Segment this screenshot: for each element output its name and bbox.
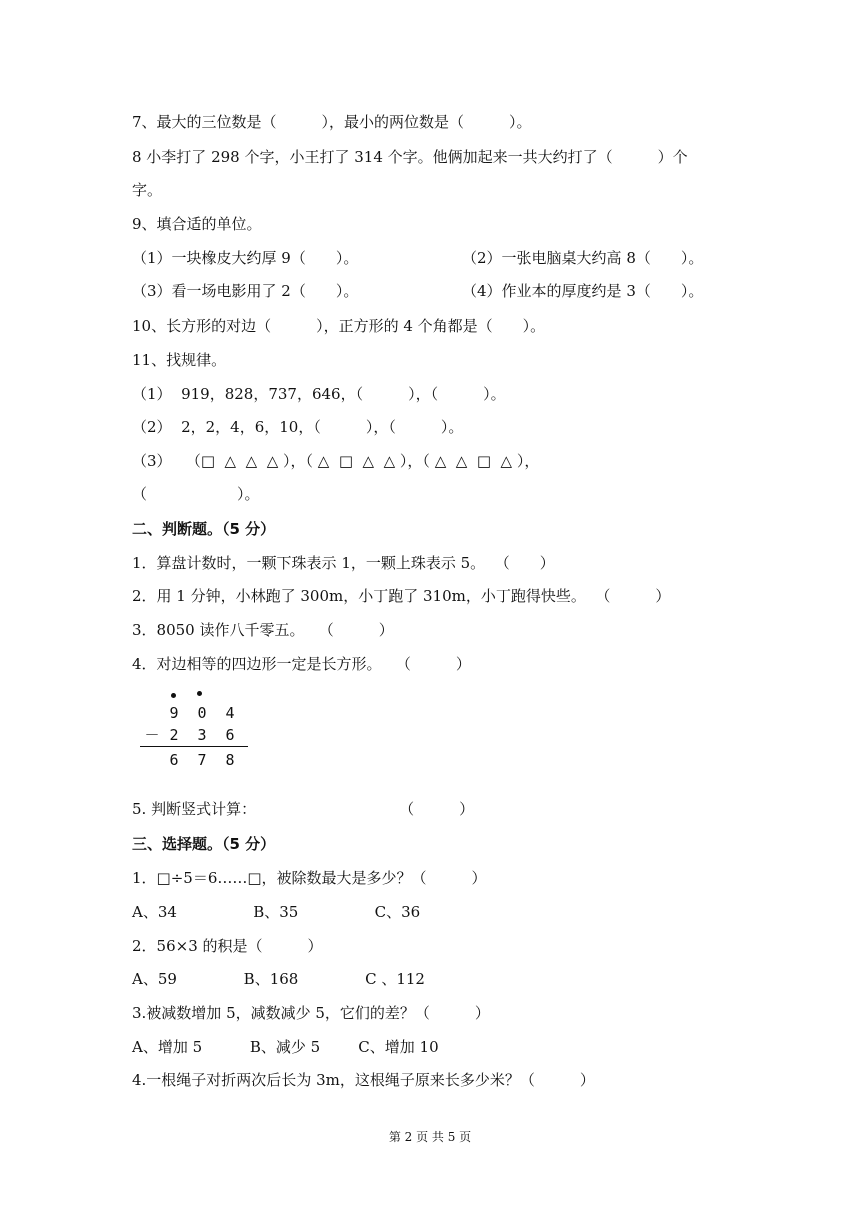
question-11-1: （1） 919，828，737，646，（ ），（ ）。 bbox=[132, 385, 506, 403]
question-9-2: （2）一张电脑桌大约高 8（ ）。 bbox=[462, 249, 704, 267]
minus-sign: － bbox=[144, 726, 160, 744]
choice-question-1-options: A、34 B、35 C、36 bbox=[132, 903, 421, 921]
judge-question-3: 3．8050 读作八千零五。 （ ） bbox=[132, 621, 394, 639]
page-number-footer: 第 2 页 共 5 页 bbox=[388, 1130, 472, 1144]
result-digit: 7 bbox=[197, 751, 207, 769]
question-11: 11、找规律。 bbox=[132, 351, 227, 369]
question-9-1: （1）一块橡皮大约厚 9（ ）。 bbox=[132, 249, 359, 267]
vertical-subtraction bbox=[140, 690, 250, 770]
subtrahend-digit: 6 bbox=[225, 726, 235, 744]
minuend-digit: 9 bbox=[169, 704, 179, 722]
minuend-digit: 4 bbox=[225, 704, 235, 722]
question-11-3-answer: （ ）。 bbox=[132, 485, 260, 503]
borrow-dot bbox=[171, 693, 176, 698]
judge-question-4: 4．对边相等的四边形一定是长方形。 （ ） bbox=[132, 655, 471, 673]
judge-question-5: 5. 判断竖式计算： （ ） bbox=[132, 800, 475, 818]
result-digit: 8 bbox=[225, 751, 235, 769]
result-line bbox=[140, 746, 248, 747]
borrow-dot bbox=[197, 691, 202, 696]
question-9-3: （3）看一场电影用了 2（ ）。 bbox=[132, 282, 359, 300]
choice-question-4: 4.一根绳子对折两次后长为 3m，这根绳子原来长多少米？（ ） bbox=[132, 1071, 595, 1089]
choice-question-2-options: A、59 B、168 C 、112 bbox=[132, 970, 425, 988]
result-digit: 6 bbox=[169, 751, 179, 769]
judge-question-1: 1．算盘计数时，一颗下珠表示 1，一颗上珠表示 5。 （ ） bbox=[132, 554, 555, 572]
question-11-2: （2） 2，2，4，6，10，（ ），（ ）。 bbox=[132, 418, 464, 436]
question-10: 10、长方形的对边（ ），正方形的 4 个角都是（ ）。 bbox=[132, 317, 546, 335]
choice-question-3-options: A、增加 5 B、减少 5 C、增加 10 bbox=[132, 1038, 439, 1056]
subtrahend-digit: 2 bbox=[169, 726, 179, 744]
choice-question-3: 3.被减数增加 5，减数减少 5，它们的差？（ ） bbox=[132, 1004, 490, 1022]
question-8: 8 小李打了 298 个字，小王打了 314 个字。他俩加起来一共大约打了（ ）个 bbox=[132, 148, 688, 166]
minuend-digit: 0 bbox=[197, 704, 207, 722]
question-7: 7、最大的三位数是（ ），最小的两位数是（ ）。 bbox=[132, 113, 532, 131]
subtrahend-digit: 3 bbox=[197, 726, 207, 744]
question-9: 9、填合适的单位。 bbox=[132, 215, 262, 233]
question-9-4: （4）作业本的厚度约是 3（ ）。 bbox=[462, 282, 704, 300]
choice-question-2: 2．56×3 的积是（ ） bbox=[132, 937, 323, 955]
section-judge-heading: 二、判断题。（5 分） bbox=[132, 520, 276, 538]
section-choice-heading: 三、选择题。（5 分） bbox=[132, 835, 276, 853]
question-8-continued: 字。 bbox=[132, 181, 163, 199]
judge-question-2: 2．用 1 分钟，小林跑了 300m，小丁跑了 310m，小丁跑得快些。 （ ） bbox=[132, 587, 671, 605]
choice-question-1: 1．□÷5＝6……□，被除数最大是多少？（ ） bbox=[132, 869, 487, 887]
question-11-3: （3） （□ △ △ △ ），（ △ □ △ △ ），（ △ △ □ △ ）， bbox=[132, 452, 540, 470]
